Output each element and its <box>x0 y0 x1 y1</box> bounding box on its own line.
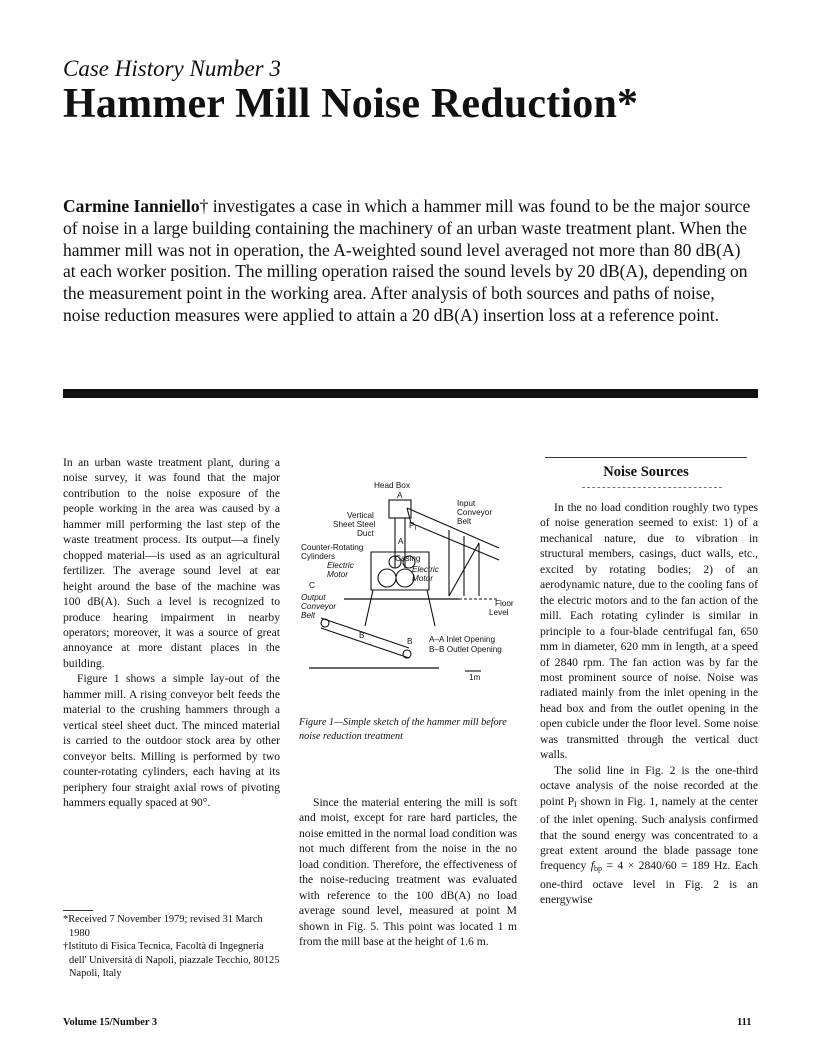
article-title: Hammer Mill Noise Reduction* <box>63 81 639 127</box>
subscript: I <box>574 799 577 809</box>
label-conveyor: Conveyor <box>457 508 493 517</box>
paragraph: In the no load condition roughly two types of noise generation seemed to exist: 1) of a mechanical nature, due to vibration in structural members, casings, duct walls, etc., excited by rotating bodies; 2) of an aerodynamic nature, due to the cooling fans of the electric motors and to the fan action of the mill. Each rotating cylinder is similar in principle to a four-blade centrifugal fan, 650 mm in diameter, 620 mm in length, at a speed of 2840 rpm. The fan action was by far the most prominent source of noise. Noise was radiated mainly from the inlet opening in the head box and from the outlet opening in the open cubicle under the floor level. Some noise was transmitted through the vertical duct walls. <box>540 501 758 762</box>
footnotes <box>63 913 280 981</box>
label-cylinders: Cylinders <box>301 552 336 561</box>
paragraph <box>540 763 758 908</box>
symbol-f: f <box>590 859 595 873</box>
abstract <box>63 196 753 327</box>
label-b-right: B <box>407 637 413 646</box>
author-name: Carmine Ianniello <box>63 196 200 216</box>
footnote-received: *Received 7 November 1979; revised 31 March 1980 <box>63 914 263 939</box>
subscript-bp: bp <box>594 864 603 874</box>
abstract-text: investigates a case in which a hammer mill was found to be the major source of noise in a large building containing the machinery of an urban waste treatment plant. When the hammer mill was not in operation, the A-weighted sound level averaged not more than 80 dB(A) at each worker position. The milling operation raised the sound levels by 20 dB(A), depending on the measurement point in the working area. After analysis of both sources and paths of noise, noise reduction measures were applied to attain a 20 dB(A) insertion loss at a reference point. <box>63 196 751 325</box>
label-p1-sub: I <box>414 526 417 532</box>
label-input: Input <box>457 499 476 508</box>
label-electric-right: Electric <box>412 565 439 574</box>
roller-left-shape <box>321 619 329 627</box>
section-rule <box>545 457 747 458</box>
label-b-left: B <box>359 631 365 640</box>
label-a-mid: A <box>398 537 404 546</box>
label-p1 <box>409 521 416 532</box>
label-p1-main: P <box>409 521 415 530</box>
footnote-rule <box>63 910 93 911</box>
label-vertical: Vertical <box>347 511 374 520</box>
page-number: 111 <box>737 1017 752 1028</box>
label-c: C <box>309 581 315 590</box>
column-1 <box>63 455 280 810</box>
section-underline <box>582 487 722 488</box>
label-motor-right: Motor <box>412 574 433 583</box>
heavy-divider <box>63 389 758 398</box>
footnote-affiliation: †Istituto di Fisica Tecnica, Facoltà di Ingegneria dell' Università di Napoli, piazzale Tecchio, 80125 Napoli, Italy <box>63 941 280 980</box>
paragraph: Figure 1 shows a simple lay-out of the hammer mill. A rising conveyor belt feeds the material to the crushing hammers through a vertical steel sheet duct. The minced material is carried to the outdoor stock area by other conveyor belts. Milling is performed by two counter-rotating cylinders, each having at its periphery four straight axial rows of pivoting hammers equally spaced at 90°. <box>63 672 280 809</box>
label-floor: Floor <box>495 599 514 608</box>
author-footnote-mark: † <box>199 196 209 216</box>
label-counter-rotating: Counter-Rotating <box>301 543 364 552</box>
label-outlet-opening: B–B Outlet Opening <box>429 645 502 654</box>
text-run: = 4 × 2840/60 = 189 Hz. Each one-third octave level in Fig. 2 is an energywise <box>540 859 758 907</box>
label-level: Level <box>489 608 509 617</box>
figure-hammer-mill-sketch <box>299 478 521 683</box>
label-scale: 1m <box>469 673 481 682</box>
label-belt-out: Belt <box>301 611 316 620</box>
cubicle-shape <box>365 590 435 626</box>
column-3 <box>540 500 758 908</box>
section-heading: Noise Sources <box>603 464 689 480</box>
label-electric-left: Electric <box>327 561 354 570</box>
label-motor-left: Motor <box>327 570 348 579</box>
figure-caption: Figure 1—Simple sketch of the hammer mill before noise reduction treatment <box>299 717 507 742</box>
text-run: The solid line in Fig. 2 is the one-third octave analysis of the noise recorded at the point P <box>540 763 758 808</box>
label-output: Output <box>301 593 326 602</box>
label-casing: Casing <box>395 554 421 563</box>
label-sheet-steel: Sheet Steel <box>333 520 376 529</box>
conveyor-support-shape <box>449 530 479 596</box>
motor-left-shape <box>378 569 396 587</box>
series-heading: Case History Number 3 <box>63 56 281 81</box>
footer-volume: Volume 15/Number 3 <box>63 1017 158 1028</box>
label-head-box: Head Box <box>374 481 410 490</box>
label-belt: Belt <box>457 517 472 526</box>
paragraph: Since the material entering the mill is soft and moist, except for rare hard particles, the noise emitted in the normal load condition was not much different from the noise in the no load condition. Therefore, the effectiveness of the noise-reducing treatment was evaluated with reference to the 100 dB(A) no load average sound level, measured at point M shown in Fig. 5. This point was located 1 m from the mill base at the height of 1.6 m. <box>299 796 517 949</box>
label-conveyor-out: Conveyor <box>301 602 337 611</box>
text-run: shown in Fig. 1, namely at the center of the inlet opening. Such analysis confirmed that the sound energy was concentrated to a great extent around the blade passage tone frequency <box>540 794 758 873</box>
label-duct: Duct <box>357 529 374 538</box>
label-a-top: A <box>397 491 403 500</box>
column-2 <box>299 795 517 950</box>
paragraph: In an urban waste treatment plant, during a noise survey, it was found that the major contribution to the noise exposure of the people working in the area was caused by a hammer mill performing the last step of the waste treatment process. Its output—a finely chopped material—is used as an agricultural fertilizer. The average sound level at ear height around the base of the machine was 100 dB(A). Such a level is recognized to produce hearing impairment in nearby operators; moreover, it was a source of great annoyance at more distant places in the building. <box>63 456 280 670</box>
label-inlet-opening: A–A Inlet Opening <box>429 635 496 644</box>
